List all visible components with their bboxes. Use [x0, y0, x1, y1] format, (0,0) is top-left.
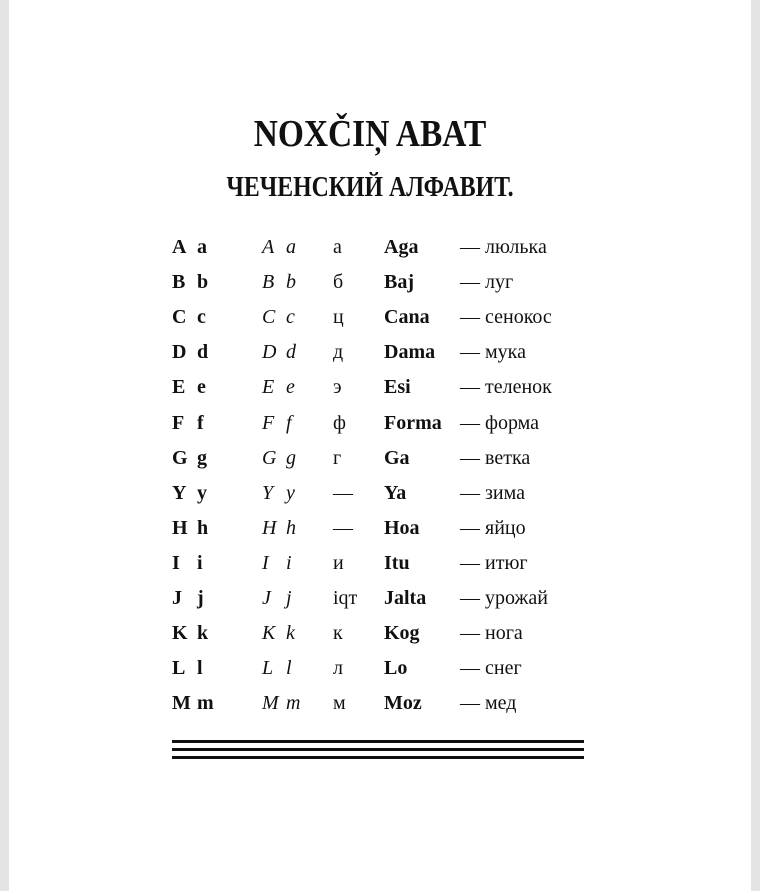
example-word: Ya	[384, 481, 407, 504]
page-edge-right	[751, 0, 760, 891]
cyrillic: —	[333, 516, 353, 539]
lower: g	[197, 446, 207, 469]
translation: — сенокос	[460, 306, 552, 329]
cyrillic: л	[333, 657, 343, 680]
italic-upper: I	[262, 551, 269, 574]
italic-lower: d	[286, 341, 296, 364]
upper: K	[172, 622, 188, 645]
upper: E	[172, 376, 186, 399]
table-row	[0, 482, 760, 512]
lower: b	[197, 271, 209, 294]
upper: A	[172, 236, 187, 258]
lower: i	[197, 551, 203, 574]
example-word: Cana	[384, 306, 430, 329]
lower: f	[197, 411, 204, 434]
translation: — урожай	[460, 587, 548, 609]
translation: — итюг	[460, 551, 528, 574]
italic-lower: y	[286, 481, 295, 504]
italic-lower: a	[286, 236, 296, 258]
italic-upper: K	[262, 622, 276, 645]
table-row	[0, 341, 760, 371]
cyrillic: к	[333, 622, 343, 645]
upper: M	[172, 692, 191, 715]
translation: — мука	[460, 341, 526, 364]
translation: — теленок	[460, 376, 552, 399]
italic-upper: C	[262, 306, 276, 329]
cyrillic: э	[333, 376, 342, 399]
translation: — снег	[460, 657, 522, 680]
example-word: Lo	[384, 657, 408, 680]
upper: G	[172, 446, 188, 469]
lower: a	[197, 236, 207, 258]
page-edge-left	[0, 0, 9, 891]
italic-lower: i	[286, 551, 292, 574]
divider-rules	[172, 740, 584, 764]
table-row	[0, 657, 760, 687]
upper: L	[172, 657, 186, 680]
italic-lower: l	[286, 657, 292, 680]
cyrillic: ф	[333, 411, 346, 434]
cyrillic: б	[333, 271, 344, 294]
example-word: Itu	[384, 551, 410, 574]
italic-upper: F	[262, 411, 275, 434]
example-word: Baj	[384, 271, 414, 294]
example-word: Hoa	[384, 516, 420, 539]
translation: — луг	[460, 271, 514, 294]
translation: — люлька	[460, 236, 547, 258]
cyrillic: ц	[333, 306, 344, 329]
page-title: NOXČIŅ ABAT	[253, 113, 487, 155]
lower: m	[197, 692, 214, 715]
italic-lower: j	[286, 587, 292, 609]
translation: — зима	[460, 481, 525, 504]
italic-upper: D	[262, 341, 277, 364]
italic-lower: f	[286, 411, 292, 434]
italic-lower: h	[286, 516, 296, 539]
lower: e	[197, 376, 206, 399]
table-row	[0, 587, 760, 617]
italic-upper: A	[262, 236, 275, 258]
table-row	[0, 517, 760, 547]
table-row	[0, 447, 760, 477]
table-row	[0, 271, 760, 301]
table-row	[0, 306, 760, 336]
italic-lower: m	[286, 692, 301, 715]
upper: H	[172, 516, 188, 539]
example-word: Aga	[384, 236, 419, 258]
italic-lower: e	[286, 376, 295, 399]
cyrillic: г	[333, 446, 342, 469]
cyrillic: м	[333, 692, 346, 715]
example-word: Moz	[384, 692, 422, 715]
italic-upper: H	[262, 516, 277, 539]
cyrillic: и	[333, 551, 344, 574]
cyrillic: —	[333, 481, 353, 504]
upper: B	[172, 271, 186, 294]
translation: — нога	[460, 622, 523, 645]
example-word: Jalta	[384, 587, 427, 609]
upper: Y	[172, 481, 187, 504]
table-row	[0, 376, 760, 406]
upper: D	[172, 341, 187, 364]
upper: F	[172, 411, 185, 434]
lower: k	[197, 622, 209, 645]
italic-upper: J	[262, 587, 271, 609]
cyrillic: iqт	[333, 587, 358, 609]
lower: h	[197, 516, 209, 539]
example-word: Forma	[384, 411, 442, 434]
example-word: Esi	[384, 376, 411, 399]
table-row	[0, 552, 760, 582]
italic-lower: k	[286, 622, 295, 645]
italic-lower: c	[286, 306, 295, 329]
italic-upper: L	[262, 657, 274, 680]
italic-lower: g	[286, 446, 296, 469]
table-row	[0, 692, 760, 722]
translation: — яйцо	[460, 516, 526, 539]
lower: c	[197, 306, 206, 329]
upper: J	[172, 587, 182, 609]
italic-upper: M	[262, 692, 279, 715]
italic-upper: B	[262, 271, 275, 294]
table-row	[0, 412, 760, 442]
cyrillic: а	[333, 236, 342, 258]
italic-upper: E	[262, 376, 275, 399]
page-subtitle: ЧЕЧЕНСКИЙ АЛФАВИТ.	[226, 172, 514, 203]
table-row	[0, 622, 760, 652]
italic-upper: G	[262, 446, 277, 469]
cyrillic: д	[333, 341, 344, 364]
italic-lower: b	[286, 271, 296, 294]
translation: — мед	[460, 692, 517, 715]
translation: — форма	[460, 411, 540, 434]
example-word: Ga	[384, 446, 410, 469]
example-word: Kog	[384, 622, 420, 645]
lower: y	[197, 481, 207, 504]
lower: l	[197, 657, 203, 680]
lower: d	[197, 341, 209, 364]
table-row	[0, 236, 760, 266]
upper: I	[172, 551, 180, 574]
lower: j	[197, 587, 204, 609]
upper: C	[172, 306, 187, 329]
example-word: Dama	[384, 341, 436, 364]
italic-upper: Y	[262, 481, 274, 504]
translation: — ветка	[460, 446, 531, 469]
